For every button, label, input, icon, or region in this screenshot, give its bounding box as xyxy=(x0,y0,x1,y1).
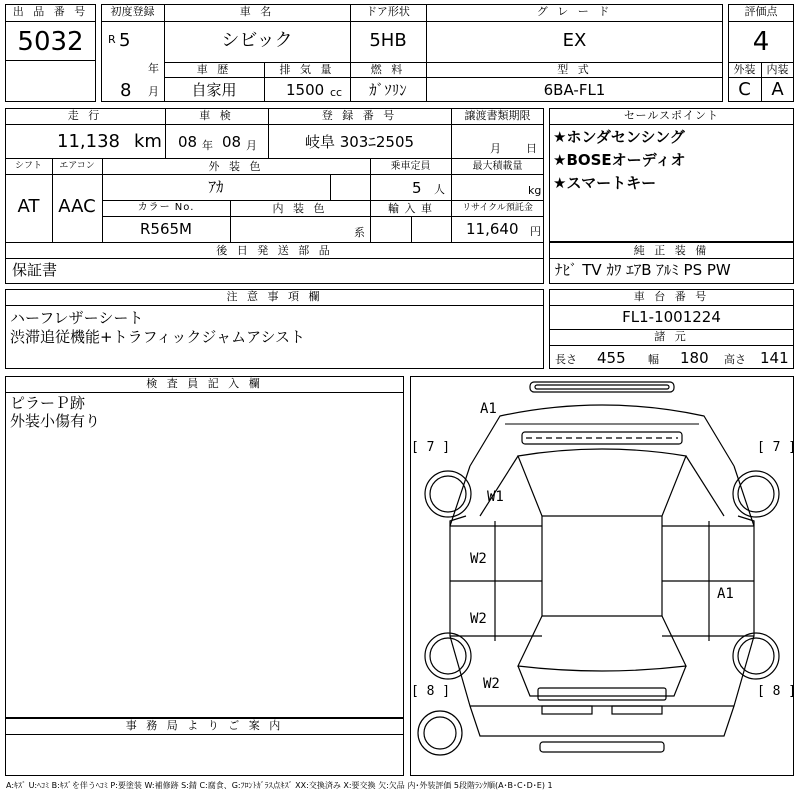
transfer-label: 譲渡書類期限 xyxy=(464,109,531,122)
height-value: 141 xyxy=(760,349,789,367)
displacement: 1500 xyxy=(286,81,325,99)
later-parts-label: 後 日 発 送 部 品 xyxy=(216,244,333,257)
mileage-unit: km xyxy=(134,131,162,152)
capacity-unit: 人 xyxy=(434,183,445,196)
equipment: ﾅﾋﾞ TV ｶﾜ ｴｱB ｱﾙﾐ PS PW xyxy=(555,261,731,279)
grade: EX xyxy=(562,30,587,51)
history-label: 車 歴 xyxy=(196,63,232,76)
inspection-month: 08 xyxy=(222,133,242,151)
tire-label-rear-left: [ 8 ] xyxy=(411,684,451,699)
interior-color-unit: 系 xyxy=(354,226,365,239)
damage-mark-left-rear-door: W2 xyxy=(470,611,487,627)
transfer-month-unit: 月 xyxy=(490,142,501,155)
damage-mark-left-front-door: W2 xyxy=(470,551,487,567)
grade-label: グ レ ー ド xyxy=(536,5,613,18)
plate-label: 登 録 番 号 xyxy=(321,109,398,122)
damage-mark-front-left: W1 xyxy=(487,489,504,505)
recycle-label: リサイクル預託金 xyxy=(462,203,533,213)
legend: A:ｷｽﾞ U:ﾍｺﾐ B:ｷｽﾞを伴うﾍｺﾐ P:要塗装 W:補修跡 S:錆 C:腐食、G:ﾌﾛﾝﾄｶﾞﾗｽ点ｷｽﾞ XX:交換済み X:要交換 欠:欠品 内･外装評価 5段階ﾗﾝｸ順(A･B･C･D･E) 1 xyxy=(6,781,553,790)
model: 6BA-FL1 xyxy=(543,81,606,99)
plate-number: 岐阜 303ﾆ2505 xyxy=(304,133,415,151)
score: 4 xyxy=(752,27,770,57)
car-name-label: 車 名 xyxy=(239,5,275,18)
car-name: シビック xyxy=(221,30,293,51)
import-label: 輸 入 車 xyxy=(388,202,433,215)
inspector-line: 外装小傷有り xyxy=(10,412,101,430)
displacement-label: 排 気 量 xyxy=(279,63,335,76)
damage-mark-right-rear: A1 xyxy=(717,586,734,602)
interior-color-label: 内 装 色 xyxy=(272,202,328,215)
history: 自家用 xyxy=(191,81,237,99)
notes-label: 注 意 事 項 欄 xyxy=(226,290,323,303)
recycle-fee: 11,640 xyxy=(466,220,519,238)
model-label: 型 式 xyxy=(557,63,592,76)
note-line: 渋滞追従機能+トラフィックジャムアシスト xyxy=(10,328,306,346)
car-diagram xyxy=(410,376,797,776)
width-label: 幅 xyxy=(648,353,659,366)
tire-label-rear-right: [ 8 ] xyxy=(757,684,797,699)
month-unit: 月 xyxy=(148,85,159,98)
reg-year: 5 xyxy=(119,30,131,51)
note-line: ハーフレザーシート xyxy=(10,309,144,327)
chassis-number: FL1-1001224 xyxy=(622,308,721,326)
shift-label: シフト xyxy=(14,161,42,171)
transfer-day-unit: 日 xyxy=(526,142,537,155)
width-value: 180 xyxy=(680,349,709,367)
lot-number-label: 出 品 番 号 xyxy=(12,5,89,18)
year-unit: 年 xyxy=(148,62,159,75)
interior-grade: A xyxy=(771,79,784,100)
fuel-label: 燃 料 xyxy=(370,63,406,76)
load-label: 最大積載量 xyxy=(472,161,523,172)
shift: AT xyxy=(17,196,40,217)
exterior-grade: C xyxy=(738,79,751,100)
exterior-label: 外装 xyxy=(733,63,756,76)
reg-month: 8 xyxy=(120,80,132,101)
ac-label: エアコン xyxy=(59,161,95,171)
inspection-year: 08 xyxy=(178,133,198,151)
lot-number: 5032 xyxy=(17,27,84,57)
score-label: 評価点 xyxy=(744,5,778,18)
color-label: 外 装 色 xyxy=(208,160,264,173)
load-unit: kg xyxy=(528,184,542,197)
sales-point: ★BOSEオーディオ xyxy=(553,151,686,169)
dims-label: 諸 元 xyxy=(654,330,689,343)
color-no-label: カラー No. xyxy=(137,202,195,213)
color: ｱｶ xyxy=(208,178,224,196)
later-parts: 保証書 xyxy=(12,261,58,279)
era: R xyxy=(108,33,116,46)
first-reg-label: 初度登録 xyxy=(110,5,155,18)
mileage-label: 走 行 xyxy=(67,109,103,122)
inspector-line: ピラーＰ跡 xyxy=(10,394,86,412)
interior-label: 内装 xyxy=(766,63,789,76)
length-value: 455 xyxy=(597,349,626,367)
capacity: 5 xyxy=(412,179,422,197)
tire-label-front-left: [ 7 ] xyxy=(411,440,451,455)
mileage: 11,138 xyxy=(57,131,120,152)
damage-mark-rear-left: W2 xyxy=(483,676,500,692)
length-label: 長さ xyxy=(555,353,577,366)
fuel: ｶﾞｿﾘﾝ xyxy=(369,81,407,99)
office-label: 事 務 局 よ り ご 案 内 xyxy=(125,719,284,732)
equipment-label: 純 正 装 備 xyxy=(633,244,710,257)
inspection-month-unit: 月 xyxy=(246,139,257,152)
door-type: 5HB xyxy=(369,30,407,51)
sales-point: ★ホンダセンシング xyxy=(553,128,685,146)
door-label: ドア形状 xyxy=(366,5,410,18)
capacity-label: 乗車定員 xyxy=(390,161,431,172)
height-label: 高さ xyxy=(724,353,746,366)
displacement-unit: cc xyxy=(330,86,343,99)
inspection-year-unit: 年 xyxy=(202,139,213,152)
tire-label-front-right: [ 7 ] xyxy=(757,440,797,455)
inspection-label: 車 検 xyxy=(199,109,234,122)
color-no: R565M xyxy=(140,220,192,238)
inspector-label: 検 査 員 記 入 欄 xyxy=(146,377,263,390)
recycle-unit: 円 xyxy=(530,225,541,238)
damage-mark-top: A1 xyxy=(480,401,497,417)
chassis-label: 車 台 番 号 xyxy=(633,290,710,303)
ac: AAC xyxy=(58,196,96,217)
lot-number-blank xyxy=(5,60,96,102)
sales-points-label: セールスポイント xyxy=(623,109,719,122)
sales-point: ★スマートキー xyxy=(553,174,657,192)
